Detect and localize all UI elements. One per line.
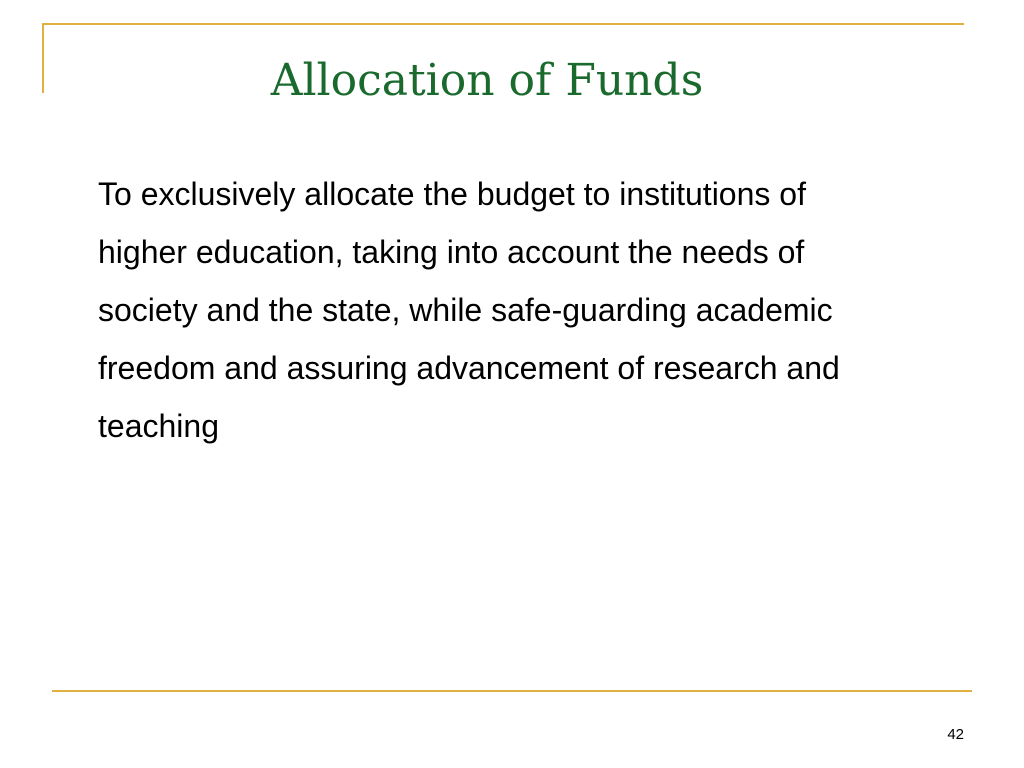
slide-body-text: To exclusively allocate the budget to institutions of higher education, taking into account the needs of society and the state, while safe-guarding academic freedom and assuring advancement of research and teaching	[98, 176, 840, 444]
page-number: 42	[947, 726, 964, 743]
frame-top-line	[42, 23, 964, 25]
footer-divider	[52, 690, 972, 692]
slide-title: Allocation of Funds	[270, 55, 704, 106]
